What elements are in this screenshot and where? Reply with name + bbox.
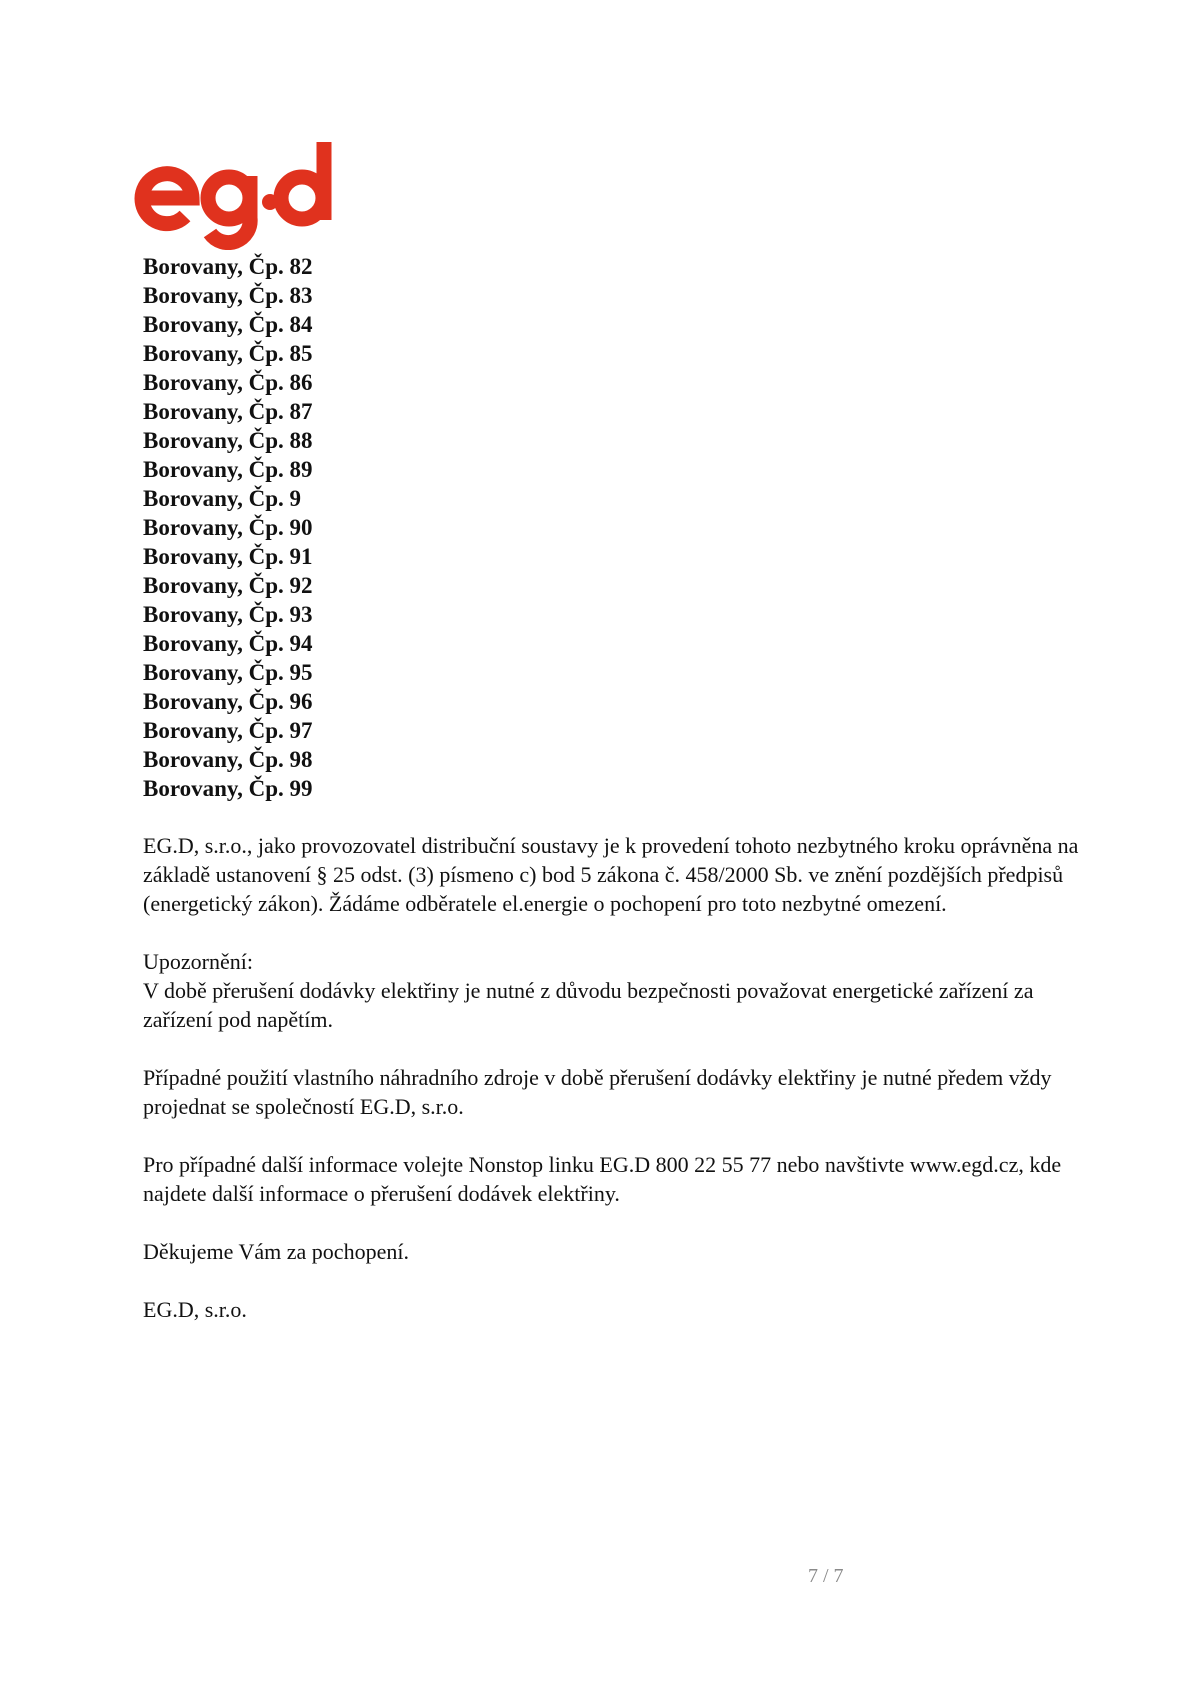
address-item: Borovany, Čp. 91	[143, 544, 313, 569]
legal-paragraph: EG.D, s.r.o., jako provozovatel distribuční soustavy je k provedení tohoto nezbytného kroku oprávněna na základě ustanovení § 25 odst. (3) písmeno c) bod 5 zákona č. 458/2000 Sb. ve znění pozdějších předpisů (energetický zákon). Žádáme odběratele el.energie o pochopení pro toto nezbytné omezení.	[143, 833, 1079, 916]
address-item: Borovany, Čp. 93	[143, 602, 313, 627]
address-item: Borovany, Čp. 97	[143, 718, 313, 743]
notice-body	[143, 831, 1083, 1353]
address-item: Borovany, Čp. 88	[143, 428, 313, 453]
thanks-line: Děkujeme Vám za pochopení.	[143, 1239, 409, 1264]
address-item: Borovany, Čp. 92	[143, 573, 313, 598]
address-item: Borovany, Čp. 83	[143, 283, 313, 308]
address-item: Borovany, Čp. 84	[143, 312, 313, 337]
info-paragraph: Pro případné další informace volejte Nonstop linku EG.D 800 22 55 77 nebo navštivte www.egd.cz, kde najdete další informace o přerušení dodávek elektřiny.	[143, 1152, 1062, 1206]
address-item: Borovany, Čp. 85	[143, 341, 313, 366]
address-item: Borovany, Čp. 86	[143, 370, 313, 395]
warning-text: V době přerušení dodávky elektřiny je nutné z důvodu bezpečnosti považovat energetické zařízení za zařízení pod napětím.	[143, 978, 1034, 1032]
egd-logo	[130, 138, 345, 250]
address-list	[143, 252, 313, 803]
address-item: Borovany, Čp. 82	[143, 254, 313, 279]
egd-logo-mark	[130, 138, 345, 250]
signature-line: EG.D, s.r.o.	[143, 1297, 247, 1322]
page-number: 7 / 7	[808, 1565, 844, 1587]
address-item: Borovany, Čp. 96	[143, 689, 313, 714]
address-item: Borovany, Čp. 90	[143, 515, 313, 540]
address-item: Borovany, Čp. 98	[143, 747, 313, 772]
address-item: Borovany, Čp. 95	[143, 660, 313, 685]
address-item: Borovany, Čp. 94	[143, 631, 313, 656]
address-item: Borovany, Čp. 99	[143, 776, 313, 801]
address-item: Borovany, Čp. 89	[143, 457, 313, 482]
warning-heading: Upozornění:	[143, 949, 253, 974]
address-item: Borovany, Čp. 9	[143, 486, 302, 511]
generator-paragraph: Případné použití vlastního náhradního zdroje v době přerušení dodávky elektřiny je nutné předem vždy projednat se společností EG.D, s.r.o.	[143, 1065, 1052, 1119]
address-item: Borovany, Čp. 87	[143, 399, 313, 424]
